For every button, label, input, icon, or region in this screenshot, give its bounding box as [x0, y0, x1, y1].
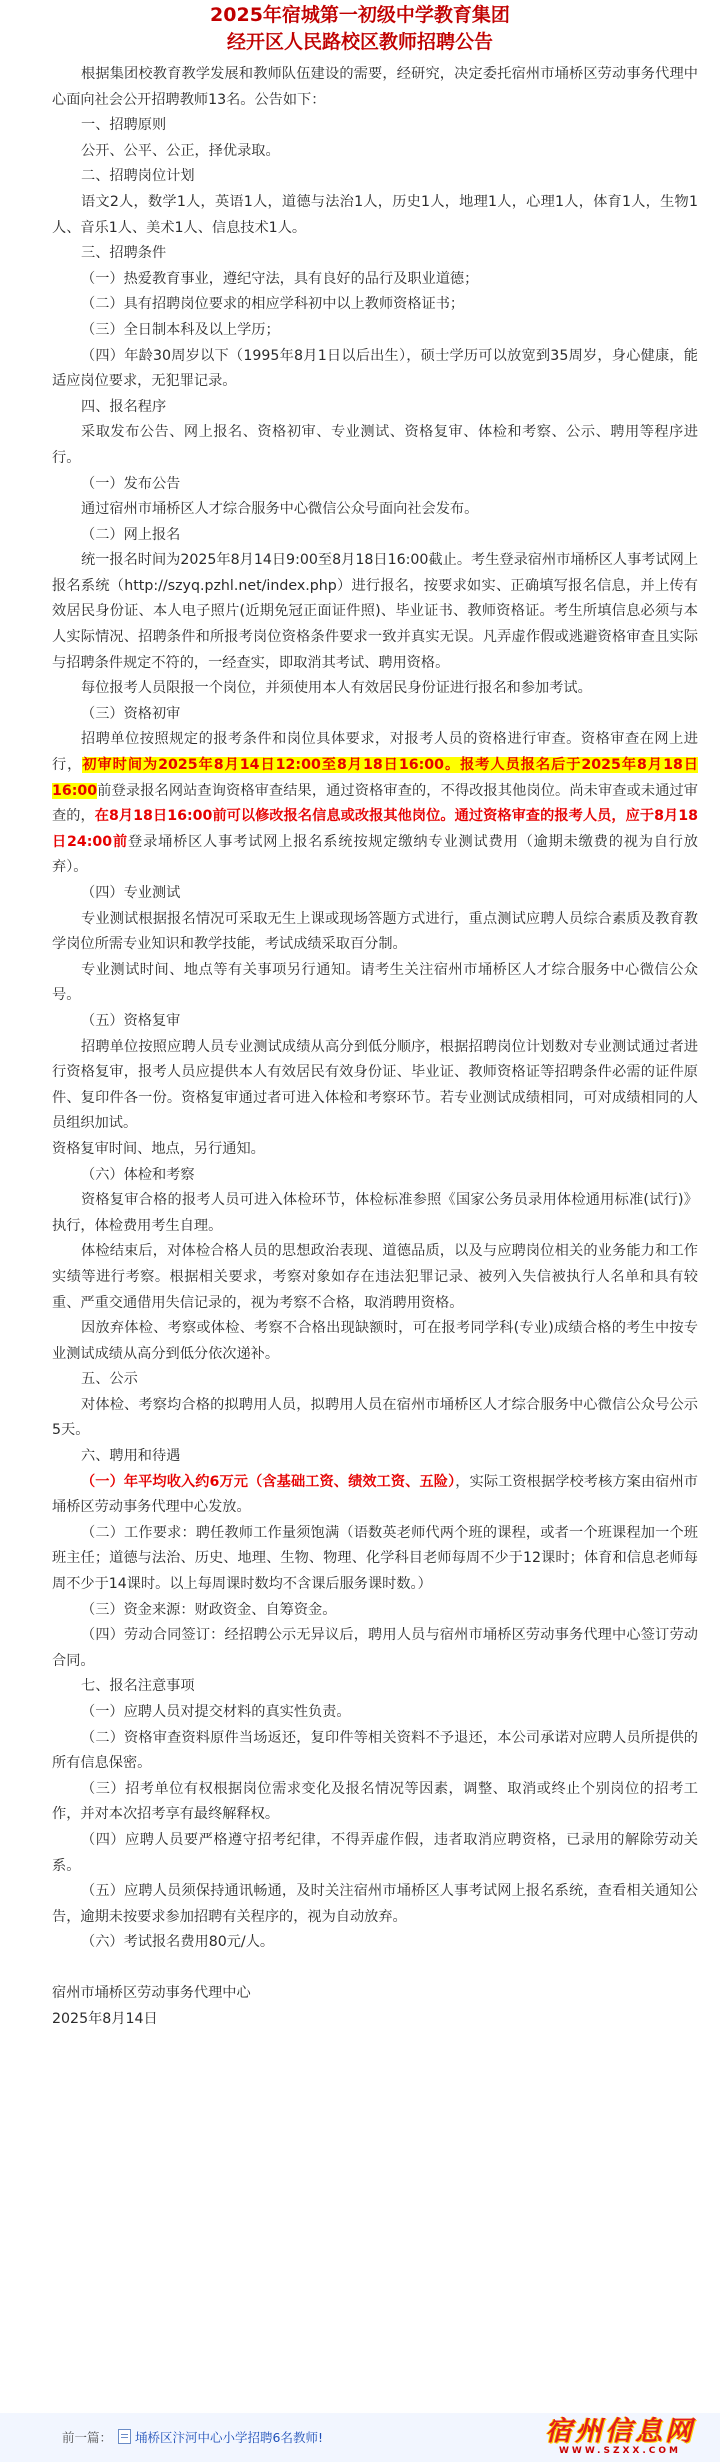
list-item: （三）招考单位有权根据岗位需求变化及报名情况等因素，调整、取消或终止个别岗位的招考工作，并对本次招考享有最终解释权。	[52, 1780, 698, 1823]
signature-date: 2025年8月14日	[52, 2010, 158, 2027]
highlighted-deadline: 初审时间为2025年8月14日12:00至8月18日16:00。报考人员报名后于2025年8月18日16:00	[52, 757, 698, 799]
logo-text: 宿州信息网	[545, 2416, 695, 2447]
list-item: （五）应聘人员须保持通讯畅通，及时关注宿州市埇桥区人事考试网上报名系统，查看相关通知公告，逾期未按要求参加招聘有关程序的，视为自动放弃。	[52, 1883, 698, 1925]
list-item: （四）年龄30周岁以下（1995年8月1日以后出生），硕士学历可以放宽到35周岁，身心健康，能适应岗位要求，无犯罪记录。	[52, 347, 698, 390]
prev-article-label: 前一篇：	[62, 2430, 113, 2445]
footer-bar	[0, 2413, 720, 2462]
salary-highlight: （一）年平均收入约6万元（含基础工资、绩效工资、五险）	[81, 1473, 456, 1490]
paragraph: 因放弃体检、考察或体检、考察不合格出现缺额时，可在报考同学科(专业)成绩合格的考生中按专业测试成绩从高分到低分依次递补。	[52, 1320, 698, 1362]
paragraph: 每位报考人员限报一个岗位，并须使用本人有效居民身份证进行报名和参加考试。	[81, 680, 592, 697]
subsection-heading: （三）资格初审	[81, 705, 181, 722]
article-body	[52, 62, 698, 2032]
paragraph: 招聘单位按照应聘人员专业测试成绩从高分到低分顺序，根据招聘岗位计划数对专业测试通过者进行资格复审，报考人员应提供本人有效居民有效身份证、毕业证、教师资格证等招聘条件必需的证件原件、复印件各一份。资格复审通过者可进入体检和考察环节。若专业测试成绩相同，可对成绩相同的人员组织加试。	[52, 1038, 698, 1132]
list-item: （二）具有招聘岗位要求的相应学科初中以上教师资格证书；	[81, 296, 465, 313]
page-title-line1: 2025年宿城第一初级中学教育集团	[210, 4, 510, 26]
site-logo[interactable]	[534, 2417, 706, 2459]
spacer	[52, 1956, 698, 1981]
salary-text: ，实际工资根据学校考核方案由宿州市埇桥区劳动事务代理中心发放。	[52, 1473, 698, 1516]
logo-url: WWW.SZXX.COM	[559, 2446, 681, 2456]
list-item: （二）工作要求：聘任教师工作量须饱满（语数英老师代两个班的课程，或者一个班课程加一个班班主任；道德与法治、历史、地理、生物、物理、化学科目老师每周不少于12课时；体育和信息老师每周不少于14课时。以上每周课时数均不含课后服务课时数。）	[52, 1524, 698, 1593]
list-item: （四）应聘人员要严格遵守招考纪律，不得弄虚作假，违者取消应聘资格，已录用的解除劳动关系。	[52, 1831, 698, 1874]
signature-org: 宿州市埇桥区劳动事务代理中心	[52, 1984, 251, 2001]
prev-article	[62, 2429, 323, 2447]
section-heading: 三、招聘条件	[81, 245, 167, 262]
section-heading: 一、招聘原则	[81, 117, 167, 134]
intro-paragraph: 根据集团校教育教学发展和教师队伍建设的需要，经研究，决定委托宿州市埇桥区劳动事务代理中心面向社会公开招聘教师13名。公告如下：	[52, 66, 698, 108]
paragraph: 对体检、考察均合格的拟聘用人员，拟聘用人员在宿州市埇桥区人才综合服务中心微信公众号公示5天。	[52, 1396, 698, 1439]
document-icon	[118, 2429, 131, 2444]
list-item: （二）资格审查资料原件当场返还，复印件等相关资料不予退还，本公司承诺对应聘人员所提供的所有信息保密。	[52, 1729, 698, 1772]
paragraph: 专业测试时间、地点等有关事项另行通知。请考生关注宿州市埇桥区人才综合服务中心微信公众号。	[52, 961, 698, 1004]
list-item: （四）劳动合同签订：经招聘公示无异议后，聘用人员与宿州市埇桥区劳动事务代理中心签订劳动合同。	[52, 1627, 698, 1669]
review-text: 登录埇桥区人事考试网上报名系统按规定缴纳专业测试费用（逾期未缴费的视为自行放弃）。	[52, 833, 698, 876]
list-item: （六）考试报名费用80元/人。	[81, 1934, 275, 1951]
red-notice: 在8月18日16:00前可以修改报名信息或改报其他岗位。通过资格审查的报考人员，应于8月18日24:00前	[52, 808, 698, 850]
paragraph: 公开、公平、公正，择优录取。	[81, 142, 280, 159]
review-text: 前登录报名网站查询资格审查结果，通过资格审查的，不得改报其他岗位。尚未审查或未通过审查的，	[52, 782, 698, 825]
paragraph: 语文2人，数学1人，英语1人，道德与法治1人，历史1人，地理1人，心理1人，体育1人，生物1人、音乐1人、美术1人、信息技术1人。	[52, 193, 698, 236]
review-text: 招聘单位按照规定的报考条件和岗位具体要求，对报考人员的资格进行审查。资格审查在网上进行，	[52, 731, 698, 774]
subsection-heading: （一）发布公告	[81, 475, 181, 492]
section-heading: 六、聘用和待遇	[81, 1448, 181, 1465]
section-heading: 二、招聘岗位计划	[81, 168, 195, 185]
paragraph: 采取发布公告、网上报名、资格初审、专业测试、资格复审、体检和考察、公示、聘用等程序进行。	[52, 424, 698, 466]
paragraph: 统一报名时间为2025年8月14日9:00至8月18日16:00截止。考生登录宿州市埇桥区人事考试网上报名系统（http://szyq.pzhl.net/index.php）进行报名，按要求如实、正确填写报名信息，并上传有效居民身份证、本人电子照片(近期免冠正面证件照)、毕业证书、教师资格证。考生所填信息必须与本人实际情况、招聘条件和所报考岗位资格条件要求一致并真实无误。凡弄虚作假或逃避资格审查且实际与招聘条件规定不符的，一经查实，即取消其考试、聘用资格。	[52, 552, 699, 671]
section-heading: 七、报名注意事项	[81, 1678, 195, 1695]
paragraph: 资格复审合格的报考人员可进入体检环节，体检标准参照《国家公务员录用体检通用标准(试行)》执行，体检费用考生自理。	[52, 1192, 698, 1234]
prev-article-link[interactable]: 埇桥区汴河中心小学招聘6名教师!	[135, 2430, 323, 2445]
subsection-heading: （六）体检和考察	[81, 1166, 195, 1183]
section-heading: 四、报名程序	[81, 398, 167, 415]
subsection-heading: （四）专业测试	[81, 885, 181, 901]
list-item: （三）全日制本科及以上学历；	[81, 321, 280, 338]
list-item: （三）资金来源：财政资金、自筹资金。	[81, 1601, 337, 1618]
paragraph: 专业测试根据报名情况可采取无生上课或现场答题方式进行，重点测试应聘人员综合素质及教育教学岗位所需专业知识和教学技能，考试成绩采取百分制。	[52, 910, 698, 953]
list-item: （一）应聘人员对提交材料的真实性负责。	[81, 1704, 351, 1720]
paragraph: 通过宿州市埇桥区人才综合服务中心微信公众号面向社会发布。	[81, 501, 479, 518]
salary-paragraph	[52, 1470, 698, 1521]
paragraph-review	[52, 727, 698, 881]
list-item: （一）热爱教育事业，遵纪守法，具有良好的品行及职业道德；	[81, 270, 479, 287]
page-title-line2: 经开区人民路校区教师招聘公告	[226, 31, 493, 53]
subsection-heading: （二）网上报名	[81, 526, 181, 543]
paragraph: 体检结束后，对体检合格人员的思想政治表现、道德品质，以及与应聘岗位相关的业务能力和工作实绩等进行考察。根据相关要求，考察对象如存在违法犯罪记录、被列入失信被执行人名单和具有较重、严重交通借用失信记录的，视为考察不合格，取消聘用资格。	[52, 1243, 698, 1311]
paragraph: 资格复审时间、地点，另行通知。	[52, 1140, 265, 1157]
subsection-heading: （五）资格复审	[81, 1012, 181, 1029]
section-heading: 五、公示	[81, 1371, 138, 1388]
title-block	[0, 0, 720, 56]
